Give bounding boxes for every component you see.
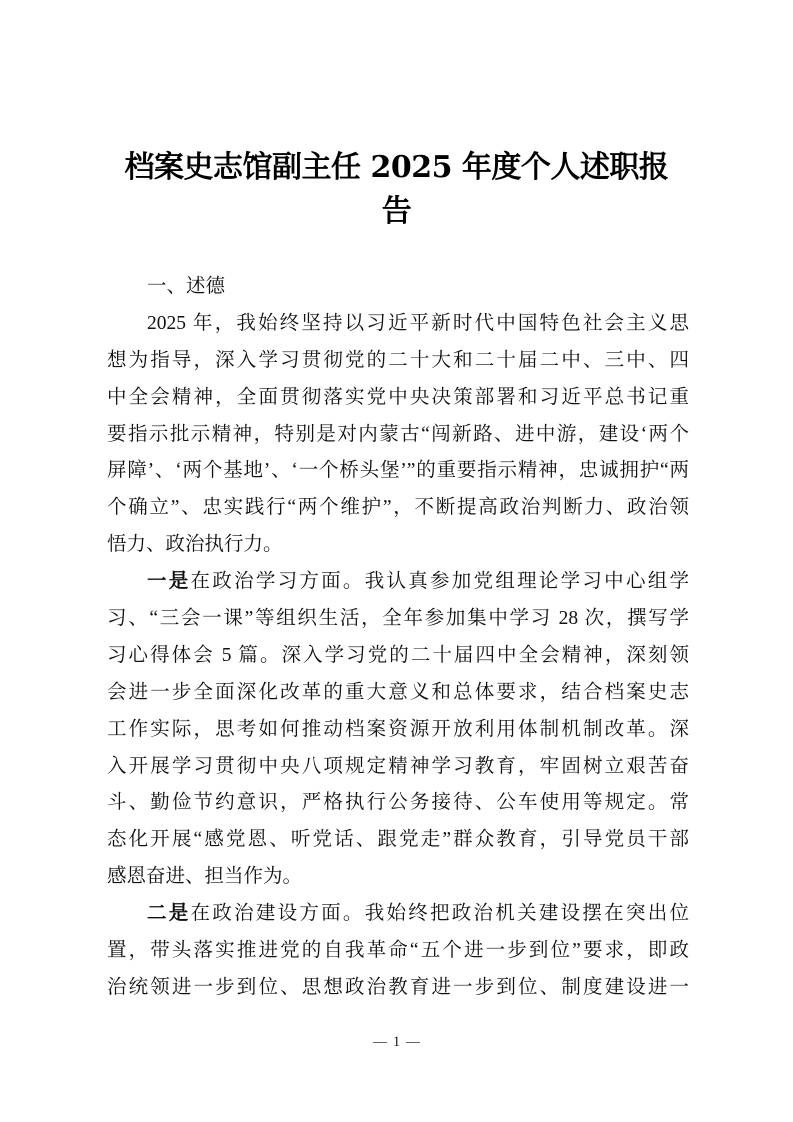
paragraph-line <box>107 564 689 601</box>
page-footer <box>0 1034 793 1051</box>
paragraph-1 <box>107 306 689 564</box>
paragraph-line: 工作实际，思考如何推动档案资源开放利用体制机制改革。深 <box>107 718 689 740</box>
title-line-2: 告 <box>381 194 412 229</box>
paragraph-line: 习心得体会 5 篇。深入学习党的二十届四中全会精神，深刻领 <box>107 644 689 666</box>
paragraph-line: 习、“三会一课”等组织生活，全年参加集中学习 28 次，撰写学 <box>107 608 689 630</box>
paragraph-line <box>107 896 689 933</box>
paragraph-3 <box>107 896 689 1007</box>
paragraph-lead: 二是 <box>147 903 191 925</box>
paragraph-text: 在政治建设方面。我始终把政治机关建设摆在突出位 <box>190 903 689 925</box>
paragraph-line: 感恩奋进、担当作为。 <box>107 866 303 888</box>
paragraph-line: 治统领进一步到位、思想政治教育进一步到位、制度建设进一 <box>107 976 689 998</box>
paragraph-line: 态化开展“感党恩、听党话、跟党走”群众教育，引导党员干部 <box>107 829 689 851</box>
section-heading: 一、述德 <box>147 276 226 297</box>
footer-dash-left <box>373 1042 387 1043</box>
document-title <box>100 146 693 234</box>
paragraph-line: 屏障’、‘两个基地’、‘一个桥头堡’”的重要指示精神，忠诚拥护“两 <box>107 460 689 482</box>
paragraph-line: 个确立”、忠实践行“两个维护”，不断提高政治判断力、政治领 <box>107 497 689 519</box>
paragraph-line: 斗、勤俭节约意识，严格执行公务接待、公车使用等规定。常 <box>107 792 689 814</box>
paragraph-line: 置，带头落实推进党的自我革命“五个进一步到位”要求，即政 <box>107 940 689 962</box>
paragraph-line: 会进一步全面深化改革的重大意义和总体要求，结合档案史志 <box>107 681 689 703</box>
paragraph-line: 入开展学习贯彻中央八项规定精神学习教育，牢固树立艰苦奋 <box>107 755 689 777</box>
paragraph-line: 要指示批示精神，特别是对内蒙古“闯新路、进中游，建设‘两个 <box>107 423 689 445</box>
paragraph-line: 想为指导，深入学习贯彻党的二十大和二十届二中、三中、四 <box>107 349 689 371</box>
paragraph-text: 在政治学习方面。我认真参加党组理论学习中心组学 <box>190 571 689 593</box>
document-body <box>107 269 689 1007</box>
page-number: 1 <box>392 1034 401 1050</box>
paragraph-lead: 一是 <box>147 571 191 593</box>
paragraph-2 <box>107 564 689 896</box>
footer-dash-right <box>406 1042 420 1043</box>
paragraph-line: 悟力、政治执行力。 <box>107 534 283 556</box>
paragraph-line: 中全会精神，全面贯彻落实党中央决策部署和习近平总书记重 <box>107 386 689 408</box>
paragraph-line: 2025 年，我始终坚持以习近平新时代中国特色社会主义思 <box>147 312 689 334</box>
title-line-1: 档案史志馆副主任 2025 年度个人述职报 <box>124 150 669 185</box>
